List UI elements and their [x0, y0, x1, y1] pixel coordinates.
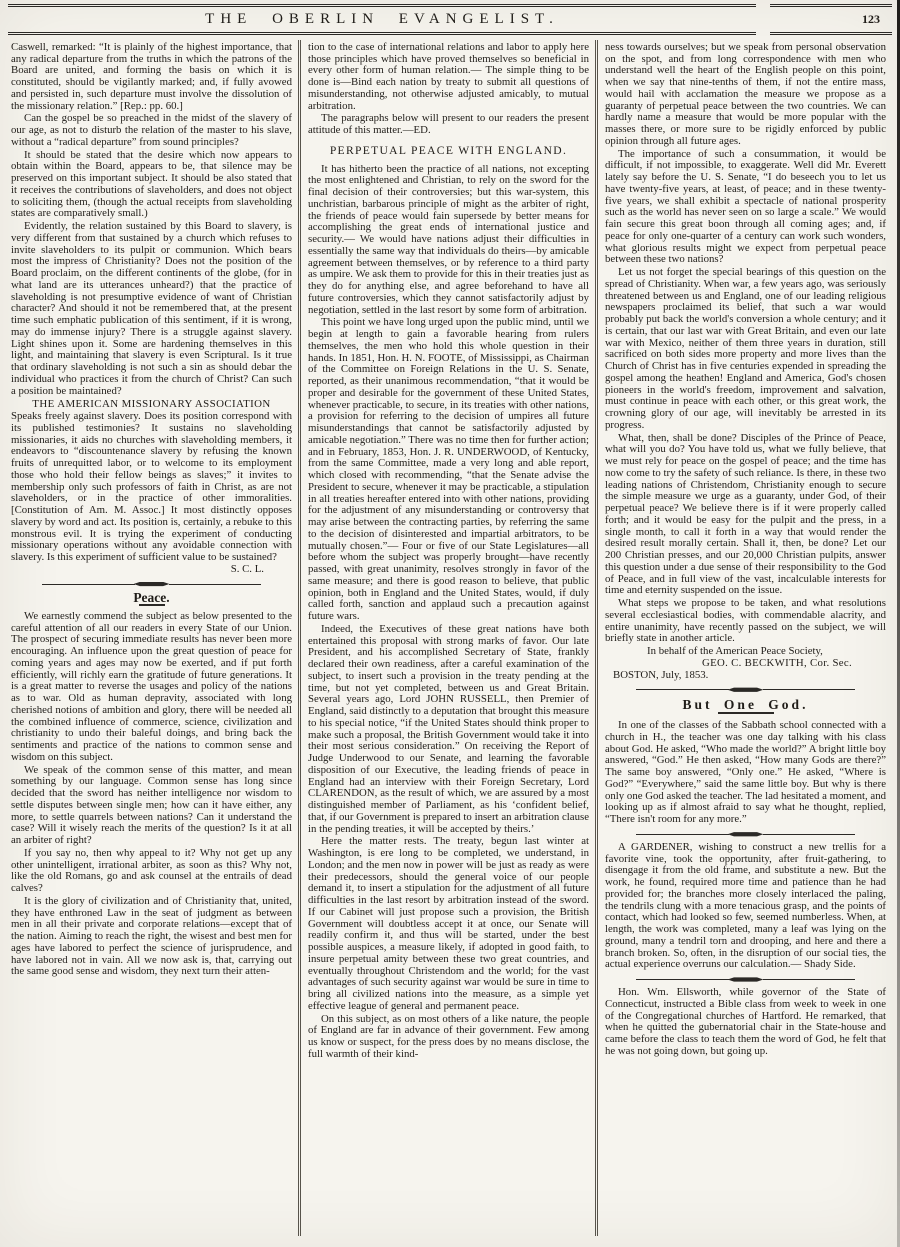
paragraph-irrational-arbiter: If you say no, then why appeal to it? Why not get up any other unintelligent, irrational arbiter, as soon as this? Why not, like the old Romans, go and ask counsel at the entrails of dead calves?: [11, 846, 292, 894]
paragraph-board-relation: Evidently, the relation sustained by this Board to slavery, is very different from that sustained by a church which refuses to invite slaveholders to its pulpit or communion. Which bears most the impress of Christianity? Does not the position of the Board proclaim, on the different continents of the globe, (for in what land are its utterances unheard?) that the practice of slaveholding is not presumptive evidence of want of Christian character? And should it not be remembered that, at the present time such emphatic publication of this sentiment, if it is wrong, may do immense injury? There is a struggle against slavery. Light shines upon it. Some are hardening themselves in this light, and maintaining that slavery is even Scriptural. Is it true that ordinary slaveholding is not such a sin as should debar the individual who practices it from the church of Christ? Can such a position be maintained?: [11, 220, 292, 397]
section-divider: [636, 977, 855, 982]
paragraph-what-shall-be-done: What, then, shall be done? Disciples of the Prince of Peace, what will you do? You have told us, what we fully believe, that we must rely for peace on the gospel of peace; and the time has now come to try the safety of such reliance. Is there, in these two leading nations of Christendom, Christianity enough to secure the simple measure we urge as a guaranty, under God, of their perpetual peace? We believe there is if it were properly called forth; and it would be easy for the pulpit and the press, in a single month, to call it forth in a way that would render the desired result morally certain. Shall it, then, be done? Let our 200 Christian presses, and our 20,000 Christian pulpits, answer this question under a due sense of their responsibility to the God of Peace, and in full view of the vast, incalculable interests for time and eternity suspended on the issue.: [605, 431, 886, 597]
heading-peace: Peace.: [133, 589, 170, 605]
paragraph-board-silence: It should be stated that the desire which now appears to obtain within the Board, appears to be, that silence may be preserved on this important subject. It should be also stated that it receives the contributions of slaveholders, and does not object to soliciting them, (though the actual receipts from slaveholding states are comparatively small.): [11, 148, 292, 220]
masthead-rule-band: [8, 4, 756, 35]
paragraph-editor-note: The paragraphs below will present to our readers the present attitude of this matter.—ED.: [308, 112, 589, 136]
divider-diamond-icon: [728, 687, 764, 692]
paragraph-sabbath-school: In one of the classes of the Sabbath school connected with a church in H., the teacher was one day talking with his class about God. He asked, “Who made the world?” A bright little boy answered, “God.” He then asked, “How many Gods are there?” The same boy answered, “Only one.” He asked, “Where is God?” “Everywhere,” said the same little boy. But why is there only one God asked the teacher. The lad hesitated a moment, and looking up as if almost afraid to say what he thought, replied, “There isn't room for any more.”: [605, 719, 886, 825]
column-2: [298, 40, 595, 1236]
divider-diamond-icon: [134, 582, 170, 587]
column-3: [595, 40, 892, 1236]
article-columns: [0, 35, 900, 1236]
paragraph-international-relations: tion to the case of international relations and labor to apply here those principles which have proved themselves so beneficial in every other form of human relation.— The simple thing to be done is—Bind each nation by treaty to submit all questions of misunderstanding, not otherwise adjusted amicably, to mutual arbitration.: [308, 40, 589, 112]
column-1: [8, 40, 298, 1236]
section-divider: [636, 832, 855, 837]
paragraph-peace-commend: We earnestly commend the subject as below presented to the careful attention of all our readers in every State of our Union. The prospect of securing immediate results has never been more encouraging. An influence upon the great question of peace for coming years and ages may now be exerted, and if put forth efficiently, will richly earn the gratitude of future generations. It is a great matter to reverse the usages and policy of the nations as to war. Old as human depravity, associated with long cherished notions of ambition and glory, there will be needed all the combined influence of commerce, science, civilization and christianity to undo their baleful doings, and bring back the sentiments and practice of the nations to common sense and wisdom on this subject.: [11, 609, 292, 763]
paragraph-everett-quote: The importance of such a consummation, it would be difficult, if not impossible, to exaggerate. Well did Mr. Everett lately say before the U. S. Senate, “I do beseech you to let us have twenty-five years, at least, of peace; and in these twenty-five years, we shall exhibit a spectacle of national prosperity such as the world has never seen on so large a scale.” We would fain secure this great boon through all coming ages; and, if peace for only one-quarter of a century can work such wonders, what glorious results might we expect from perpetual peace between these two nations?: [605, 147, 886, 266]
newspaper-title: THE OBERLIN EVANGELIST.: [205, 11, 559, 27]
paragraph-england-advance: On this subject, as on most others of a like nature, the people of England are far in advance of their government. Few among us know or suspect, for the press does by no means disclose, the full warmth of their kind-: [308, 1012, 589, 1060]
closing-behalf-line: In behalf of the American Peace Society,: [647, 645, 823, 657]
paragraph-senate-reports: This point we have long urged upon the public mind, until we begin at length to gain a favorable hearing from rulers themselves, the men who hold this whole question in their hands. In 1851, Hon. H. N. FOOTE, of Mississippi, as Chairman of the Committee on Foreign Relations in the U. S. Senate, reported, as their unanimous recommendation, “that it would be proper and desirable for the government of these United States, whenever practicable, to secure, in its treaties with other nations, a provision for referring to the decision of umpires all future misunderstandings that cannot be satisfactorily adjusted by amicable negotiation.” There was no time then for further action; and in February, 1853, Hon. J. R. UNDERWOOD, of Kentucky, from the same Committee, made a very long and able report, which closed with recommending, “that the Senate advise the President to secure, whenever it may be practicable, a stipulation in all treaties hereafter entered into with other nations, providing for the adjustment of any misunderstanding or controversy that may arise between the contracting parties, by referring the same to the decision of disinterested and impartial arbitrators, to be mutually chosen.”— Four or five of our State Legislatures—all before whom the subject was properly brought—have recently passed, with great unanimity, resolves strongly in favor of the same measure; and there is good reason to believe, that public opinion, both in England and the United States, would, if duly called forth, sanction and applaud such a precaution against future wars.: [308, 316, 590, 622]
paragraph-treaty-rests: Here the matter rests. The treaty, begun last winter at Washington, is ere long to be completed, we understand, in London; and the men now in power will be just as ready as were their predecessors, should the general voice of our people demand it, to insert a stipulation for the adjustment of all future difficulties in the last resort by arbitration instead of the sword. If our Cabinet will just propose such a provision, the British Government will doubtless accept it at once, our Senate will readily confirm it, and thus will be started, under the best possible auspices, a measure likely, if adopted in good faith, to insure perpetual amity between these two great countries, and eventually throughout Christendom and the world; for the vast advantages of such security against war would be sure in time to bring all civilized nations into the measure, as a simple yet effective league of general and permanent peace.: [308, 835, 589, 1012]
heading-perpetual-peace: PERPETUAL PEACE WITH ENGLAND.: [329, 143, 568, 157]
paragraph-board-quote: Caswell, remarked: “It is plainly of the highest importance, that any radical departure from the truths in which the patrons of the Board are united, and forming the basis on which it is constituted, should be vigilantly marked; and, if fully avowed and persisted in, such departure must involve the dissolution of the missionary relation.” [Rep.: pp. 60.]: [11, 40, 292, 112]
paragraph-association-position: Speaks freely against slavery. Does its position correspond with its published testimonies? It sustains no slaveholding missionaries, it aids no churches with slaveholding members, it endeavors to “discountenance slavery by refusing the known fruits of unrequitted labor, or to welcome to its employment those who hold their fellow beings as slaves;” it invites to membership only such professors of faith in Christ, as are not slaveholders, or in the practice of other immoralities. [Constitution of Am. M. Assoc.] It most distinctly opposes slavery by word and act. Its position is, certainly, a rebuke to this monstrous evil. It is trying the experiment of conducting missionary operations without any avoidable connection with slavery. Is this experiment of sufficient value to be sustained?: [11, 410, 292, 563]
paragraph-next-steps: What steps we propose to be taken, and what resolutions several ecclesiastical bodies, with commendable alacrity, and entire unanimity, have recently passed on the subject, we will briefly state in another article.: [605, 597, 886, 645]
paragraph-gardener-trellis: A GARDENER, wishing to construct a new trellis for a favorite vine, took the opportunity, after fruit-gathering, to disengage it from the old frame, and substitute a new. But the work, he found, required more time and patience than he had provided for; the branches more closely interlaced the paling, the tendrils clung with a more tenacious grasp, and the points of contact, which had looked so few, seemed numberless. When, at length, the work was completed, many a leaf was lying on the ground, many a tendril torn and drooping, and here and there a branch broken. So, often, in the disruption of our social ties, the actual experience overruns our calculation.— Shady Side.: [605, 840, 886, 971]
paragraph-gospel-question: Can the gospel be so preached in the midst of the slavery of our age, as not to disturb the relation of the master to his slave, without a “radical departure” from sound principles?: [11, 112, 292, 148]
paragraph-special-bearings: Let us not forget the special bearings of this question on the spread of Christianity. When war, a few years ago, was seriously threatened between us and England, one of our leading religious newspapers proclaimed its belief, that such a war would probably put back the world's conversion a whole century; and it is certain, that our last war with Great Britain, and even our late war with Mexico, neither of them three years in duration, still sacrificed on both sides more property and more lives than the Church of Christ has in five centuries expended in spreading the gospel among the heathen! England and America, God's chosen pioneers in the world's freedom, improvement and salvation, must continue in peace with each other, or this great work, the crowning glory of our age, will inevitably be arrested in its progress.: [605, 266, 886, 431]
masthead: [0, 0, 900, 35]
paragraph-executives-favor: Indeed, the Executives of these great nations have both entertained this proposal with strong marks of favor. Our late President, and his accomplished Secretary of State, frankly declared their own readiness, after a careful examination of the subject, to insert such a provision in the treaty pending at the time, but not yet completed, between us and Great Britain. Several years ago, Lord JOHN RUSSELL, then Premier of England, said distinctly to a deputation that brought this measure to his special notice, “if the United States should think proper to make such a proposal, the British Government would take it into their most serious consideration.” On receiving the Report of Judge Underwood to our Senate, and learning the favorable disposition of our Executive, the leading friends of peace in England had an interview with their Foreign Secretary, Lord CLARENDON, as the result of which, we are assured by a most distinguished member of Parliament, as his ‘confident belief, that, if our Government is prepared to insert an arbitration clause in the pending treaties, it will be accepted by theirs.’: [308, 622, 589, 835]
paragraph-ellsworth: Hon. Wm. Ellsworth, while governor of the State of Connecticut, instructed a Bible class from week to week in one of the Congregational churches of Hartford. He remarked, that when he quitted the gubernatorial chair in the State-house and came before the class to teach them the word of God, he felt that he was not going down, but going up.: [605, 986, 886, 1057]
section-divider: [42, 582, 261, 587]
signature-dateline: BOSTON, July, 1853.: [613, 668, 709, 681]
signature-beckwith: GEO. C. BECKWITH, Cor. Sec.: [702, 656, 852, 669]
signature-scl: S. C. L.: [230, 562, 264, 575]
page-number: 123: [770, 4, 892, 35]
divider-diamond-icon: [728, 977, 764, 982]
paragraph-law-enthroned: It is the glory of civilization and of Christianity that, united, they have enthroned Law in the seat of judgment as between men in all their private and corporate relations—except that of the nation. Aiming to reach the right, the wisest and best men for ages have labored to perfect the science of jurisprudence, and have labored not in vain. All we now ask is, that, carrying out the same good sense and wisdom, they next turn their atten-: [11, 894, 292, 978]
paragraph-english-kindness: ness towards ourselves; but we speak from personal observation on the spot, and from long correspondence with men who understand well the heart of the English people on this point, when we say that nine-tenths of them, if not the entire mass, would hail with acclamation the measure we propose as a guaranty of perpetual peace between the two countries. We can hardly name a measure that would be more popular with the masses there, or more sure to be rigidly enforced by public opinion through all future ages.: [605, 40, 886, 147]
section-divider: [636, 687, 855, 692]
heading-underline-rule: [718, 712, 774, 714]
heading-but-one-god: But One God.: [682, 697, 809, 713]
paragraph-war-system: It has hitherto been the practice of all nations, not excepting the most enlightened and Christian, to rely on the sword for the final decision of their controversies; but this war-system, this unchristian, barbarous principle of might as the arbiter of right, the friends of peace would fain supersede by better means for accomplishing the great ends of international justice and security.— We would have nations adjust their difficulties in essentially the same way that individuals do theirs—by amicable agreement between themselves, or by reference to a third party as umpire. We ask them to provide for this in their treaties just as they do for anything else, and agree beforehand to have all future controversies, which they cannot satisfactorily adjust by negotiation, settled in the last resort by some form of arbitration.: [308, 162, 589, 316]
divider-diamond-icon: [728, 832, 764, 837]
paragraph-common-sense: We speak of the common sense of this matter, and mean something by our language. Common sense has long since decided that the sword has neither intelligence nor wisdom to settle disputes between single men; how can it have either, any more, to settle quarrels between nations? Can it understand the case? Will it wisely reach the merits of the question? Is it at all an arbiter of right?: [11, 763, 292, 846]
heading-american-missionary-association: THE AMERICAN MISSIONARY ASSOCIATION: [32, 398, 271, 411]
